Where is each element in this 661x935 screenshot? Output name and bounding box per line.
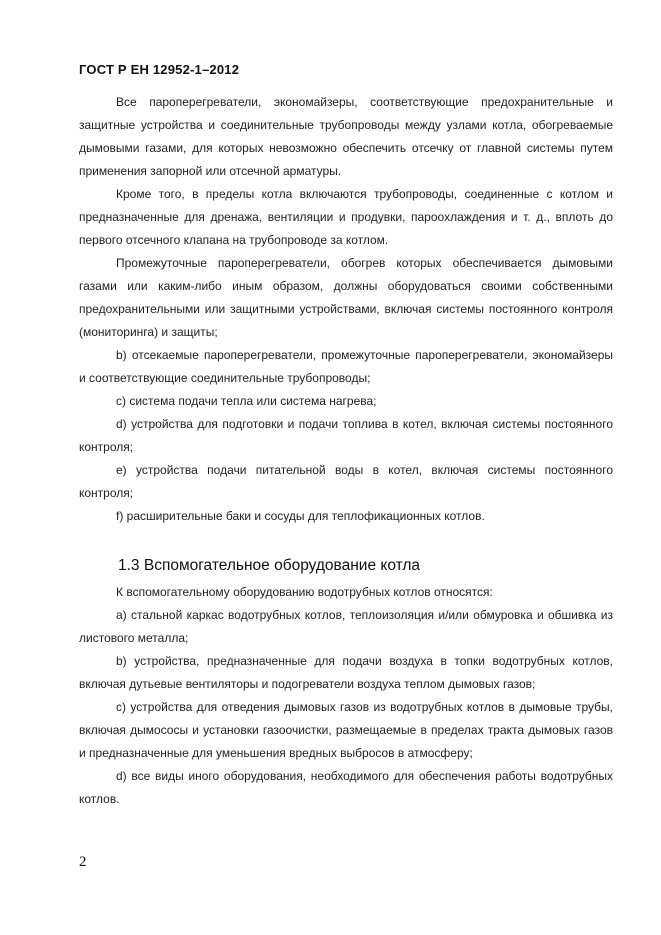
list-item-b-air-supply: b) устройства, предназначенные для подачи воздуха в топки водотрубных котлов, включая дутьевые вентиляторы и подогреватели воздуха теплом дымовых газов; (79, 654, 613, 691)
page-number: 2 (79, 854, 87, 870)
paragraph-superheaters: Все пароперегреватели, экономайзеры, соответствующие предохранительные и защитные устройства и соединительные трубопроводы между узлами котла, обогреваемые дымовыми газами, для которых невозможно обеспечить отсечку от главной системы путем применения запорной или отсечной арматуры. (79, 95, 613, 178)
list-item-d-fuel-system: d) устройства для подготовки и подачи топлива в котел, включая системы постоянного контроля; (79, 417, 613, 454)
section-title-auxiliary-equipment: 1.3 Вспомогательное оборудование котла (118, 557, 421, 574)
paragraph-auxiliary-intro: К вспомогательному оборудованию водотрубных котлов относятся: (116, 585, 493, 599)
list-item-c-flue-gas: c) устройства для отведения дымовых газов из водотрубных котлов в дымовые трубы, включая дымососы и установки газоочистки, размещаемые в пределах тракта дымовых газов и предназначенные для уменьшения вредных выбросов в атмосферу; (79, 700, 613, 760)
list-item-f-expansion-tanks: f) расширительные баки и сосуды для теплофикационных котлов. (116, 509, 485, 523)
list-item-e-feedwater: e) устройства подачи питательной воды в котел, включая системы постоянного контроля; (79, 463, 613, 500)
paragraph-pipelines: Кроме того, в пределы котла включаются трубопроводы, соединенные с котлом и предназначенные для дренажа, вентиляции и продувки, пароохлаждения и т. д., вплоть до первого отсечного клапана на трубопроводе за котлом. (79, 187, 613, 247)
list-item-a-steel-frame: a) стальной каркас водотрубных котлов, теплоизоляция и/или обмуровка и обшивка из листового металла; (79, 608, 613, 645)
list-item-b-superheaters: b) отсекаемые пароперегреватели, промежуточные пароперегреватели, экономайзеры и соответствующие соединительные трубопроводы; (79, 348, 613, 385)
document-body (79, 91, 613, 811)
list-item-d-other-equipment: d) все виды иного оборудования, необходимого для обеспечения работы водотрубных котлов. (79, 769, 613, 806)
list-item-c-heat-supply: c) система подачи тепла или система нагрева; (116, 394, 377, 408)
paragraph-reheaters: Промежуточные пароперегреватели, обогрев которых обеспечивается дымовыми газами или каким-либо иным образом, должны оборудоваться своими собственными предохранительными или защитными устройствами, включая системы постоянного контроля (мониторинга) и защиты; (79, 256, 613, 339)
document-header-standard-title: ГОСТ Р ЕН 12952-1–2012 (79, 62, 240, 77)
